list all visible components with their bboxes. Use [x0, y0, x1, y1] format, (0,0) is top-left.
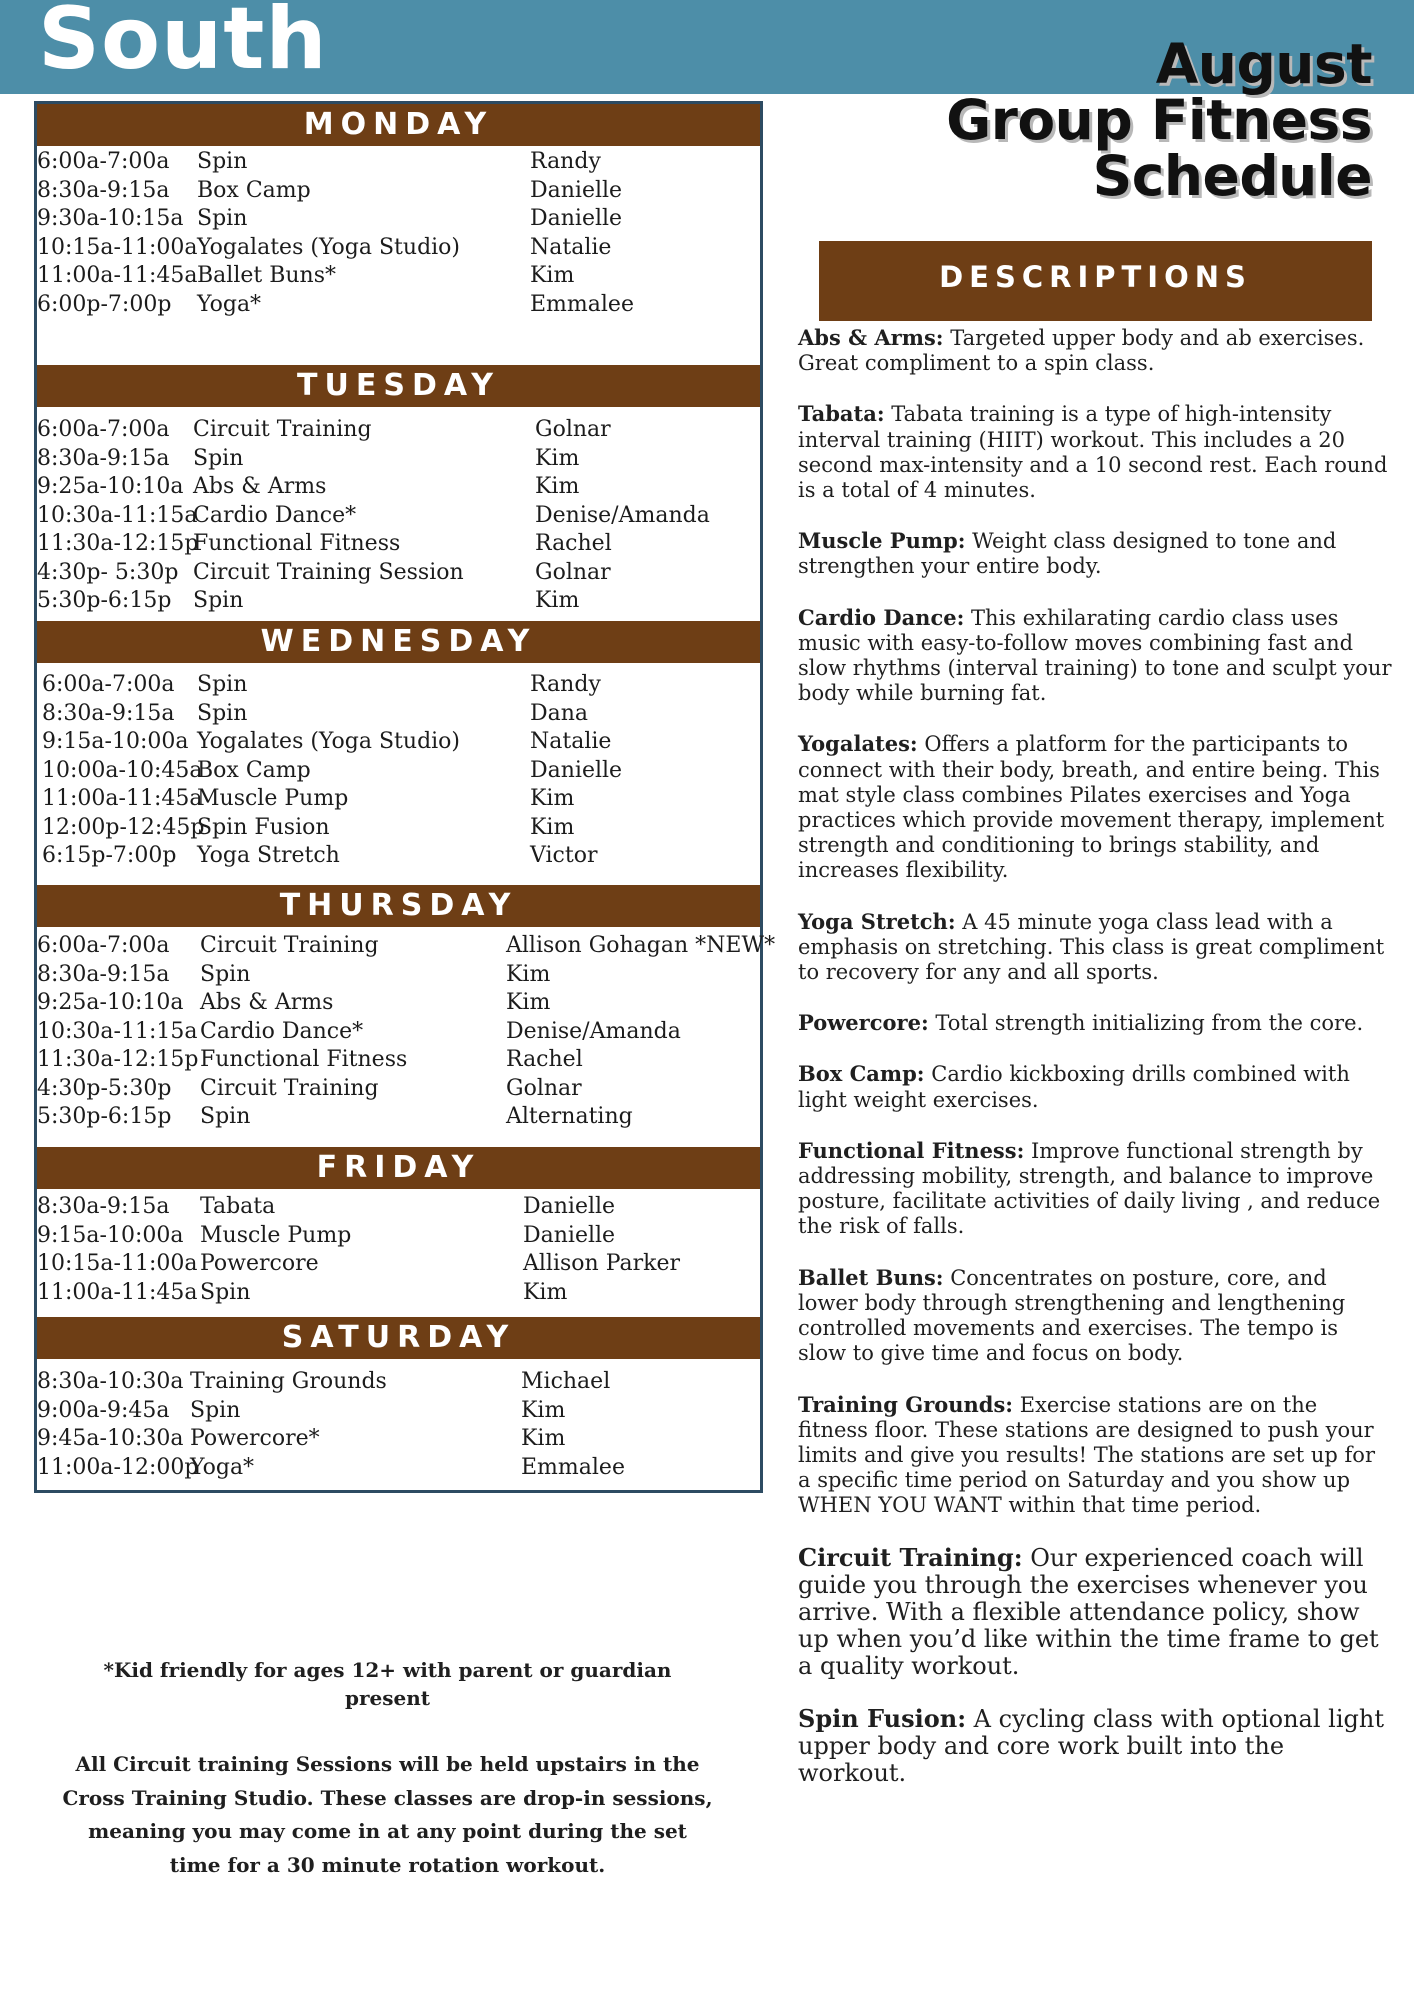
- class-time: 6:15p-7:00p: [42, 843, 177, 868]
- description-item: [798, 325, 1392, 376]
- class-name: Muscle Pump: [200, 1222, 352, 1248]
- instructor-name: Danielle: [530, 177, 623, 203]
- instructor-name: Danielle: [523, 1222, 616, 1248]
- instructor-name: Kim: [530, 814, 575, 840]
- instructor-name: Emmalee: [521, 1454, 625, 1480]
- instructor-name: Danielle: [530, 206, 623, 231]
- instructor-name: Kim: [535, 588, 580, 613]
- description-term: Box Camp:: [798, 1061, 925, 1087]
- class-time: 10:00a-10:45a: [42, 757, 203, 783]
- description-item: [798, 605, 1392, 707]
- class-time: 5:30p-6:15p: [37, 1104, 172, 1129]
- class-time: 6:00a-7:00a: [42, 672, 175, 697]
- descriptions-header: DESCRIPTIONS: [819, 241, 1372, 321]
- class-name: Tabata: [200, 1194, 276, 1219]
- description-item: [798, 401, 1392, 503]
- wednesday-header: WEDNESDAY: [37, 621, 760, 663]
- class-name: Circuit Training Session: [193, 559, 464, 585]
- class-time: 4:30p- 5:30p: [37, 559, 179, 585]
- class-name: Abs & Arms: [193, 474, 327, 499]
- class-time: 11:00a-12:00p: [37, 1454, 199, 1480]
- class-time: 11:00a-11:45a: [42, 786, 203, 811]
- circuit-training-note: All Circuit training Sessions will be held upstairs in the Cross Training Studio. These classes are drop-in sessions, meaning you may come in at any point during the set time for a 30 minute rotation workout.: [62, 1752, 713, 1877]
- class-name: Spin: [193, 445, 244, 471]
- description-term: Muscle Pump:: [798, 528, 966, 554]
- class-name: Spin: [197, 206, 248, 231]
- instructor-name: Natalie: [530, 729, 612, 754]
- class-name: Spin: [200, 1104, 251, 1129]
- class-time: 8:30a-9:15a: [37, 961, 170, 987]
- description-text: Targeted upper body and ab exercises. Great compliment to a spin class.: [798, 326, 1365, 376]
- class-name: Spin: [200, 961, 251, 987]
- class-name: Spin: [197, 149, 248, 174]
- description-text: Our experienced coach will guide you through the exercises whenever you arrive. With a flexible attendance policy, show up when you’d like within the time frame to get a quality workout.: [798, 1543, 1379, 1680]
- description-term: Circuit Training:: [798, 1542, 1023, 1572]
- description-item: [798, 1392, 1392, 1519]
- description-term: Functional Fitness:: [798, 1137, 1025, 1163]
- description-term: Powercore:: [798, 1010, 929, 1036]
- class-descriptions: [798, 325, 1392, 1812]
- description-text: Concentrates on posture, core, and lower body through strengthening and lengthening controlled movements and exercises. The tempo is slow to give time and focus on body.: [798, 1265, 1346, 1366]
- class-name: Cardio Dance*: [193, 502, 357, 528]
- instructor-name: Victor: [530, 843, 598, 868]
- class-name: Yoga*: [197, 291, 262, 317]
- instructor-name: Denise/Amanda: [506, 1018, 681, 1044]
- class-time: 6:00a-7:00a: [37, 933, 170, 958]
- class-time: 6:00p-7:00p: [37, 291, 172, 317]
- description-item: [798, 1138, 1392, 1240]
- class-name: Spin: [197, 700, 248, 726]
- class-name: Spin: [193, 588, 244, 613]
- instructor-name: Alternating: [506, 1104, 633, 1129]
- instructor-name: Rachel: [506, 1047, 583, 1072]
- instructor-name: Randy: [530, 149, 601, 174]
- instructor-name: Rachel: [535, 531, 612, 556]
- description-text: Offers a platform for the participants to connect with their body, breath, and entire being. This mat style class combines Pilates exercises and Yoga practices which provide movement therapy, implement strength and conditioning to brings stability, and increases flexibility.: [798, 732, 1385, 883]
- instructor-name: Allison Gohagan *NEW*: [506, 933, 776, 958]
- class-name: Cardio Dance*: [200, 1018, 364, 1044]
- description-text: Cardio kickboxing drills combined with light weight exercises.: [798, 1062, 1350, 1112]
- class-time: 11:30a-12:15p: [37, 1047, 199, 1072]
- class-name: Yoga Stretch: [197, 843, 340, 868]
- description-term: Tabata:: [798, 401, 885, 427]
- class-name: Abs & Arms: [200, 990, 334, 1015]
- description-term: Yoga Stretch:: [798, 908, 956, 934]
- instructor-name: Golnar: [506, 1075, 582, 1101]
- description-term: Spin Fusion:: [798, 1703, 967, 1733]
- class-name: Spin Fusion: [197, 814, 330, 840]
- class-name: Powercore: [200, 1251, 319, 1276]
- class-name: Box Camp: [197, 757, 311, 783]
- instructor-name: Danielle: [523, 1194, 616, 1219]
- class-time: 10:30a-11:15a: [37, 502, 198, 528]
- class-name: Powercore*: [190, 1426, 320, 1451]
- instructor-name: Kim: [521, 1426, 566, 1451]
- instructor-name: Kim: [523, 1279, 568, 1305]
- schedule-notes: [60, 1656, 715, 1882]
- instructor-name: Kim: [535, 445, 580, 471]
- kid-friendly-note: *Kid friendly for ages 12+ with parent or guardian present: [103, 1658, 672, 1710]
- description-term: Abs & Arms:: [798, 325, 944, 350]
- description-item: [798, 1010, 1392, 1036]
- class-time: 9:15a-10:00a: [42, 729, 189, 754]
- class-time: 4:30p-5:30p: [37, 1075, 172, 1101]
- class-name: Muscle Pump: [197, 786, 349, 811]
- class-time: 9:00a-9:45a: [37, 1397, 170, 1423]
- class-time: 5:30p-6:15p: [37, 588, 172, 613]
- class-time: 9:15a-10:00a: [37, 1222, 184, 1248]
- description-text: Improve functional strength by addressing mobility, strength, and balance to improve posture, facilitate activities of daily living , and reduce the risk of falls.: [798, 1138, 1381, 1239]
- class-time: 8:30a-9:15a: [37, 1194, 170, 1219]
- instructor-name: Danielle: [530, 757, 623, 783]
- thursday-header: THURSDAY: [37, 885, 760, 927]
- title-line-2: Schedule: [1092, 144, 1372, 209]
- class-time: 11:00a-11:45a: [37, 263, 198, 288]
- instructor-name: Kim: [530, 263, 575, 288]
- class-time: 9:25a-10:10a: [37, 990, 184, 1015]
- instructor-name: Kim: [506, 961, 551, 987]
- description-text: A 45 minute yoga class lead with a emphasis on stretching. This class is great compliment to recovery for any and all sports.: [798, 909, 1385, 985]
- class-name: Training Grounds: [190, 1369, 387, 1394]
- description-item: [798, 1705, 1392, 1787]
- description-term: Cardio Dance:: [798, 604, 965, 630]
- instructor-name: Michael: [521, 1369, 611, 1394]
- class-time: 8:30a-9:15a: [42, 700, 175, 726]
- friday-header: FRIDAY: [37, 1147, 760, 1189]
- instructor-name: Allison Parker: [523, 1251, 681, 1276]
- description-item: [798, 1265, 1392, 1367]
- class-name: Functional Fitness: [200, 1047, 408, 1072]
- instructor-name: Natalie: [530, 234, 612, 260]
- saturday-header: SATURDAY: [37, 1317, 760, 1359]
- class-name: Spin: [190, 1397, 241, 1423]
- class-time: 8:30a-9:15a: [37, 445, 170, 471]
- class-name: Yogalates (Yoga Studio): [197, 729, 461, 754]
- class-time: 10:15a-11:00a: [37, 1251, 198, 1276]
- instructor-name: Kim: [521, 1397, 566, 1423]
- monday-header: MONDAY: [37, 104, 760, 146]
- instructor-name: Denise/Amanda: [535, 502, 710, 528]
- class-time: 11:30a-12:15p: [37, 531, 199, 556]
- class-time: 10:30a-11:15a: [37, 1018, 198, 1044]
- schedule-title: [946, 32, 1372, 209]
- class-time: 6:00a-7:00a: [37, 149, 170, 174]
- instructor-name: Kim: [535, 474, 580, 499]
- instructor-name: Golnar: [535, 417, 611, 442]
- description-text: This exhilarating cardio class uses music with easy-to-follow moves combining fast and slow rhythms (interval training) to tone and sculpt your body while burning fat.: [798, 605, 1392, 706]
- class-name: Circuit Training: [200, 1075, 379, 1101]
- class-time: 6:00a-7:00a: [37, 417, 170, 442]
- instructor-name: Randy: [530, 672, 601, 697]
- class-time: 9:30a-10:15a: [37, 206, 184, 231]
- description-text: A cycling class with optional light upper body and core work built into the workout.: [798, 1704, 1384, 1787]
- class-time: 11:00a-11:45a: [37, 1279, 198, 1305]
- class-name: Functional Fitness: [193, 531, 401, 556]
- description-item: [798, 1061, 1392, 1112]
- instructor-name: Kim: [506, 990, 551, 1015]
- class-time: 10:15a-11:00a: [37, 234, 198, 260]
- class-name: Yogalates (Yoga Studio): [197, 234, 461, 260]
- description-text: Exercise stations are on the fitness floor. These stations are designed to push your limits and give you results! The stations are set up for a specific time period on Saturday and you show up WHEN YOU WANT within that time period.: [798, 1392, 1375, 1518]
- instructor-name: Dana: [530, 700, 589, 726]
- description-item: [798, 909, 1392, 986]
- weekly-schedule-panel: [34, 101, 776, 1493]
- class-name: Circuit Training: [200, 933, 379, 958]
- class-name: Spin: [200, 1279, 251, 1305]
- instructor-name: Emmalee: [530, 291, 634, 317]
- class-name: Yoga*: [190, 1454, 255, 1480]
- description-text: Total strength initializing from the core.: [928, 1011, 1364, 1036]
- class-time: 9:45a-10:30a: [37, 1426, 184, 1451]
- class-time: 8:30a-9:15a: [37, 177, 170, 203]
- description-term: Yogalates:: [798, 731, 918, 757]
- description-text: Tabata training is a type of high-intensity interval training (HIIT) workout. This includes a 20 second max-intensity and a 10 second rest. Each round is a total of 4 minutes.: [798, 402, 1388, 503]
- class-name: Circuit Training: [193, 417, 372, 442]
- month-label: August: [1155, 32, 1372, 96]
- class-name: Spin: [197, 672, 248, 697]
- instructor-name: Golnar: [535, 559, 611, 585]
- description-text: Weight class designed to tone and strengthen your entire body.: [798, 529, 1337, 579]
- tuesday-header: TUESDAY: [37, 365, 760, 407]
- class-time: 12:00p-12:45p: [42, 814, 205, 840]
- title-line-1: Group Fitness: [946, 88, 1372, 153]
- class-name: Box Camp: [197, 177, 311, 203]
- location-title: South: [38, 0, 328, 89]
- description-item: [798, 528, 1392, 579]
- instructor-name: Kim: [530, 786, 575, 811]
- class-name: Ballet Buns*: [197, 263, 337, 288]
- description-item: [798, 1544, 1392, 1680]
- description-item: [798, 731, 1392, 883]
- class-time: 8:30a-10:30a: [37, 1369, 184, 1394]
- description-term: Ballet Buns:: [798, 1264, 944, 1290]
- class-time: 9:25a-10:10a: [37, 474, 184, 499]
- description-term: Training Grounds:: [798, 1391, 1014, 1417]
